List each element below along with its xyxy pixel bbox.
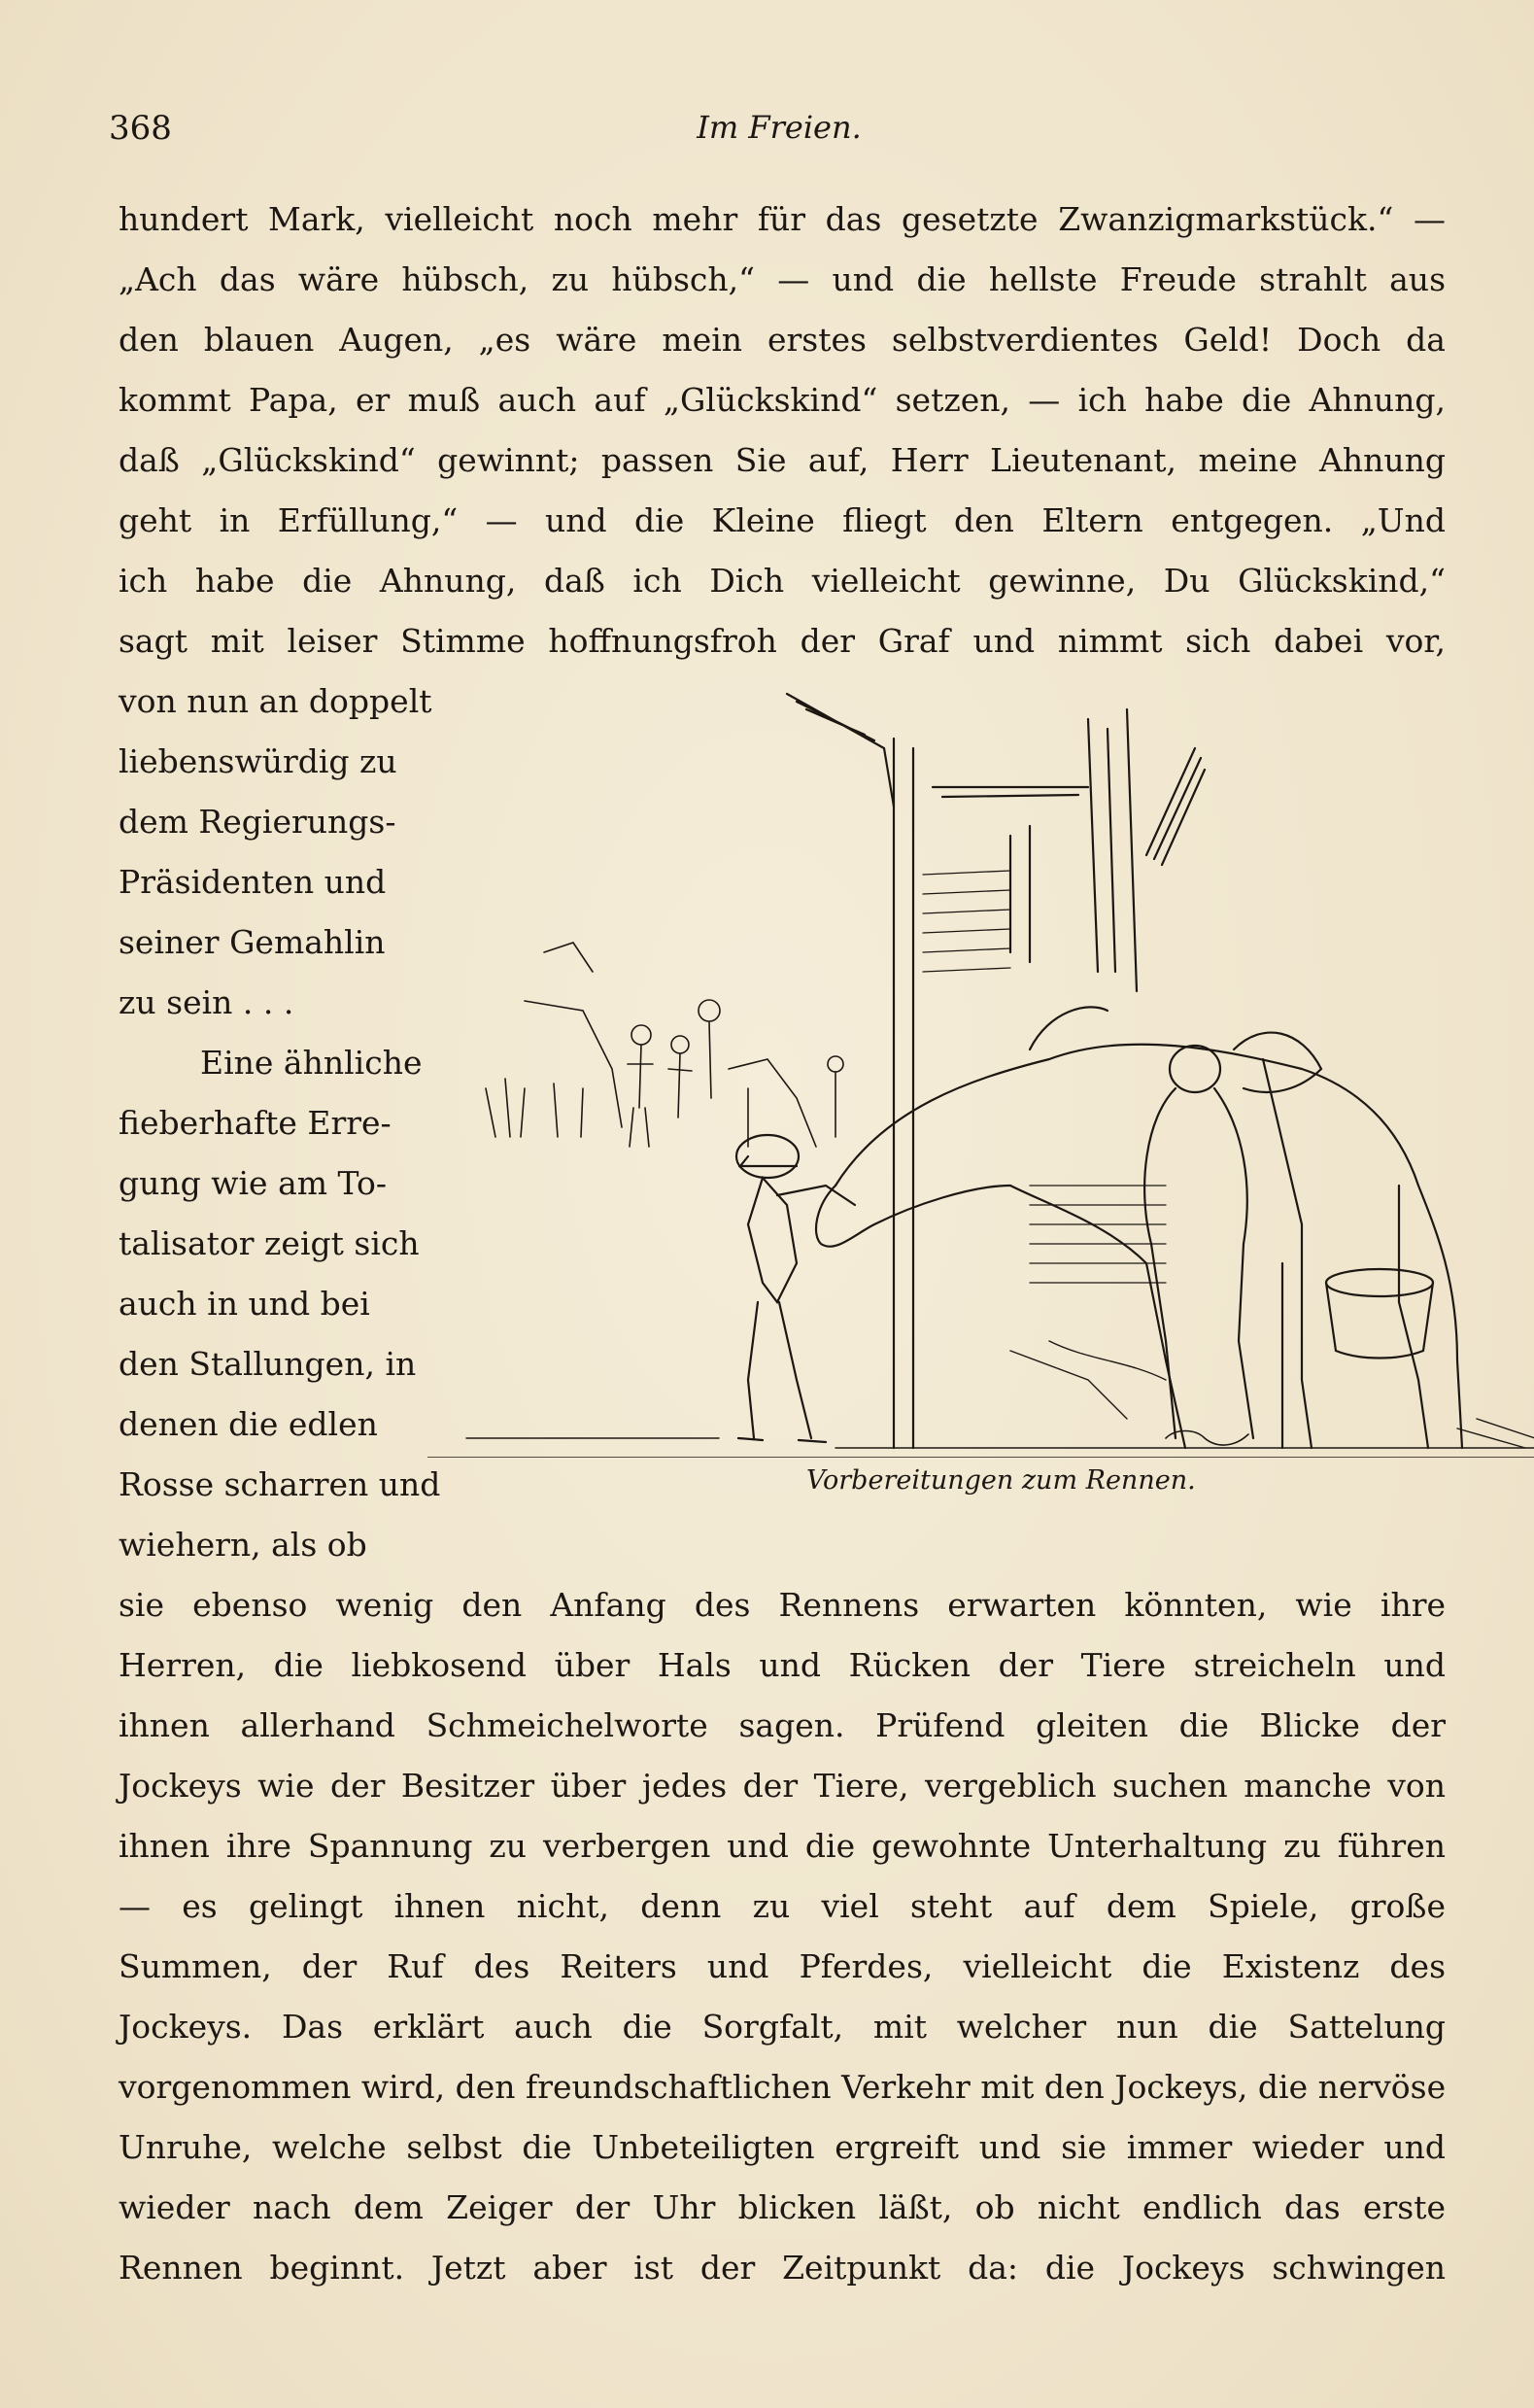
column-line: dem Regierungs-: [119, 803, 396, 841]
text-line: ich habe die Ahnung, daß ich Dich vielleicht gewinne, Du Glückskind,“: [119, 562, 1446, 600]
text-line: wieder nach dem Zeiger der Uhr blicken läßt, ob nicht endlich das erste: [119, 2188, 1446, 2226]
column-line: von nun an doppelt: [119, 682, 432, 720]
text-line: ihnen allerhand Schmeichelworte sagen. Prüfend gleiten die Blicke der: [119, 1706, 1446, 1744]
column-line: seiner Gemahlin: [119, 923, 386, 961]
column-line: den Stallungen, in: [119, 1345, 417, 1383]
text-line: geht in Erfüllung,“ — und die Kleine fliegt den Eltern entgegen. „Und: [119, 501, 1446, 539]
column-line: Präsidenten und: [119, 863, 387, 901]
text-line: — es gelingt ihnen nicht, denn zu viel steht auf dem Spiele, große: [119, 1887, 1446, 1925]
figure-caption: Vorbereitungen zum Rennen.: [806, 1465, 1196, 1496]
stable-illustration: [427, 680, 1534, 1535]
column-line: wiehern, als ob: [119, 1526, 367, 1564]
column-line: gung wie am To-: [119, 1164, 387, 1202]
text-line: hundert Mark, vielleicht noch mehr für das gesetzte Zwanzigmarkstück.“ —: [119, 200, 1446, 238]
column-line: fieberhafte Erre-: [119, 1104, 392, 1142]
text-line: ihnen ihre Spannung zu verbergen und die gewohnte Unterhaltung zu führen: [119, 1827, 1446, 1865]
text-line: „Ach das wäre hübsch, zu hübsch,“ — und die hellste Freude strahlt aus: [119, 260, 1446, 298]
running-head: Im Freien.: [697, 109, 862, 146]
column-line: denen die edlen: [119, 1405, 378, 1443]
column-line: auch in und bei: [119, 1285, 370, 1323]
page-header: [109, 109, 1449, 157]
text-line: Jockeys. Das erklärt auch die Sorgfalt, mit welcher nun die Sattelung: [119, 2008, 1446, 2046]
text-line: Rennen beginnt. Jetzt aber ist der Zeitpunkt da: die Jockeys schwingen: [119, 2249, 1446, 2287]
text-line: sagt mit leiser Stimme hoffnungsfroh der Graf und nimmt sich dabei vor,: [119, 622, 1446, 660]
text-line: daß „Glückskind“ gewinnt; passen Sie auf, Herr Lieutenant, meine Ahnung: [119, 441, 1446, 479]
text-line: vorgenommen wird, den freundschaftlichen Verkehr mit den Jockeys, die nervöse: [119, 2068, 1447, 2106]
text-line: Herren, die liebkosend über Hals und Rücken der Tiere streicheln und: [119, 1646, 1446, 1684]
text-line: sie ebenso wenig den Anfang des Rennens erwarten könnten, wie ihre: [119, 1586, 1446, 1624]
text-line: Jockeys wie der Besitzer über jedes der Tiere, vergeblich suchen manche von: [119, 1767, 1446, 1805]
column-line: liebenswürdig zu: [119, 742, 397, 780]
text-line: kommt Papa, er muß auch auf „Glückskind“ setzen, — ich habe die Ahnung,: [119, 381, 1446, 419]
text-line: den blauen Augen, „es wäre mein erstes selbstverdientes Geld! Doch da: [119, 321, 1446, 359]
text-line: Unruhe, welche selbst die Unbeteiligten ergreift und sie immer wieder und: [119, 2128, 1446, 2166]
column-line: Rosse scharren und: [119, 1465, 441, 1503]
text-line: Summen, der Ruf des Reiters und Pferdes, vielleicht die Existenz des: [119, 1947, 1446, 1985]
column-line: talisator zeigt sich: [119, 1224, 420, 1262]
page-number: 368: [109, 109, 172, 148]
column-line: Eine ähnliche: [200, 1044, 423, 1082]
column-line: zu sein . . .: [119, 983, 294, 1021]
